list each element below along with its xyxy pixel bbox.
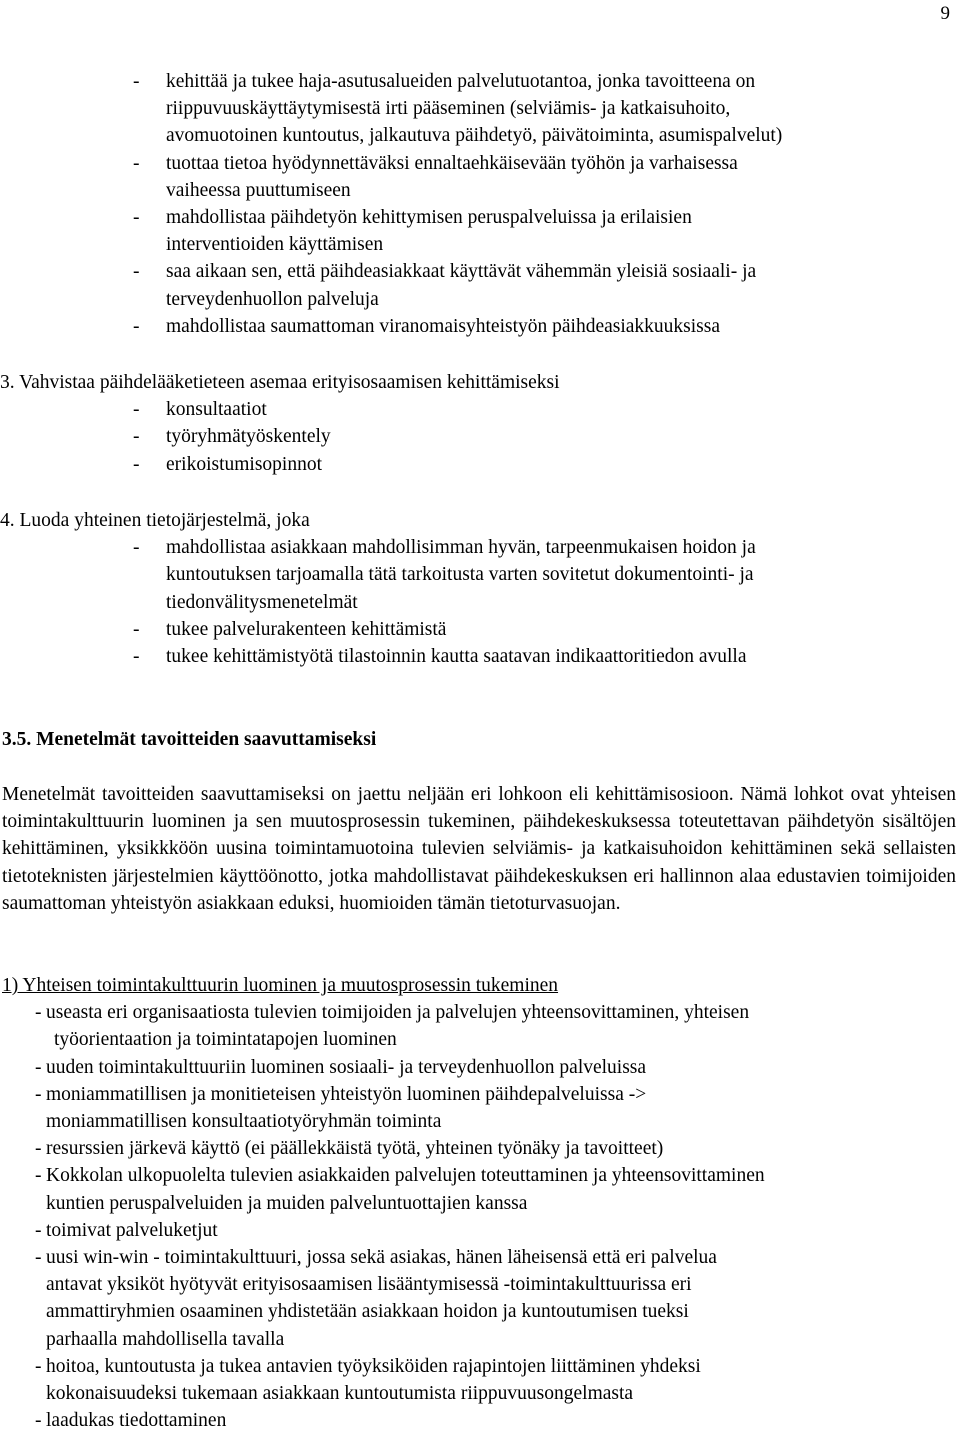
list-item: - resurssien järkevä käyttö (ei päällekkäistä työtä, yhteinen työnäky ja tavoitteet)	[35, 1138, 664, 1160]
list-item: - uusi win-win - toimintakulttuuri, jossa sekä asiakas, hänen läheisensä että eri palvelua antavat yksiköt hyötyvät erityisosaamisen lisääntymisessä -toimintakulttuurissa eri ammattiryhmien osaaminen yhdistetään asiakkaan hoidon ja kuntoutumisen tueksi parhaalla mahdollisella tavalla	[35, 1247, 717, 1350]
objective-3-heading: 3. Vahvistaa päihdelääketieteen asemaa erityisosaamisen kehittämiseksi	[0, 372, 560, 393]
list-item: - tukee palvelurakenteen kehittämistä	[133, 618, 447, 640]
list-item: - työryhmätyöskentely	[133, 426, 331, 448]
objective-4-heading: 4. Luoda yhteinen tietojärjestelmä, joka	[0, 510, 310, 531]
list-item: - mahdollistaa päihdetyön kehittymisen peruspalveluissa ja erilaisien interventioiden käyttämisen	[133, 207, 692, 256]
list-item: - tuottaa tietoa hyödynnettäväksi ennaltaehkäisevään työhön ja varhaisessa vaiheessa puuttumiseen	[133, 152, 738, 201]
list-item: - toimivat palveluketjut	[35, 1219, 218, 1241]
list-item: - uuden toimintakulttuuriin luominen sosiaali- ja terveydenhuollon palveluissa	[35, 1056, 647, 1078]
section-title: 3.5. Menetelmät tavoitteiden saavuttamiseksi	[2, 729, 377, 750]
objective-4	[0, 507, 960, 670]
list-item: - konsultaatiot	[133, 399, 267, 421]
list-item: - saa aikaan sen, että päihdeasiakkaat käyttävät vähemmän yleisiä sosiaali- ja terveydenhuollon palveluja	[133, 261, 757, 310]
list-item: - mahdollistaa saumattoman viranomaisyhteistyön päihdeasiakkuuksissa	[133, 315, 721, 337]
list-item: - mahdollistaa asiakkaan mahdollisimman hyvän, tarpeenmukaisen hoidon ja kuntoutuksen tarjoamalla tätä tarkoitusta varten sovitetut dokumentointi- ja tiedonvälitysmenetelmät	[133, 537, 756, 613]
list-item: - hoitoa, kuntoutusta ja tukea antavien työyksiköiden rajapintojen liittäminen yhdeksi kokonaisuudeksi tukemaan asiakkaan kuntoutumista riippuvuusongelmasta	[35, 1355, 701, 1405]
objectives-list	[0, 68, 960, 340]
list-item: - Kokkolan ulkopuolelta tulevien asiakkaiden palvelujen toteuttaminen ja yhteensovittaminen kuntien peruspalveluiden ja muiden palveluntuottajien kanssa	[35, 1165, 765, 1214]
list-item: - laadukas tiedottaminen	[35, 1410, 227, 1432]
list-item: - useasta eri organisaatiosta tulevien toimijoiden ja palvelujen yhteensovittaminen, yhteisen työorientaation ja toimintatapojen luominen	[35, 1002, 750, 1051]
subsection	[2, 972, 960, 1434]
list-item: - erikoistumisopinnot	[133, 453, 322, 475]
list-item: - kehittää ja tukee haja-asutusalueiden palvelutuotantoa, jonka tavoitteena on riippuvuuskäyttäytymisestä irti pääseminen (selviämis- ja katkaisuhoito, avomuotoinen kuntoutus, jalkautuva päihdetyö, päivätoiminta, asumispalvelut)	[133, 71, 783, 147]
page-number: 9	[940, 3, 950, 24]
section-paragraph: Menetelmät tavoitteiden saavuttamiseksi on jaettu neljään eri lohkoon eli kehittämisosioon. Nämä lohkot ovat yhteisen toimintakulttuurin luominen ja sen muutosprosessin tukeminen, päihdekeskuksessa toteutettavan päihdetyön sisältöjen kehittäminen, yksikkköön uusina toimintamuotoina tulevien selviämis- ja katkaisuhoidon kehittäminen sekä sellaisten tietoteknisten järjestelmien käyttöönotto, jotka mahdollistavat päihdekeskuksen eri hallinnon alaa edustavien toimijoiden saumattoman yhteistyön asiakkaan eduksi, huomioiden tämän tietoturvasuojan.	[2, 784, 956, 914]
objective-3	[0, 369, 960, 478]
list-item: - tukee kehittämistyötä tilastoinnin kautta saatavan indikaattoritiedon avulla	[133, 646, 747, 668]
list-item: - moniammatillisen ja monitieteisen yhteistyön luominen päihdepalveluissa -> moniammatillisen konsultaatiotyöryhmän toiminta	[35, 1083, 647, 1133]
subsection-title: 1) Yhteisen toimintakulttuurin luominen ja muutosprosessin tukeminen	[2, 975, 559, 996]
